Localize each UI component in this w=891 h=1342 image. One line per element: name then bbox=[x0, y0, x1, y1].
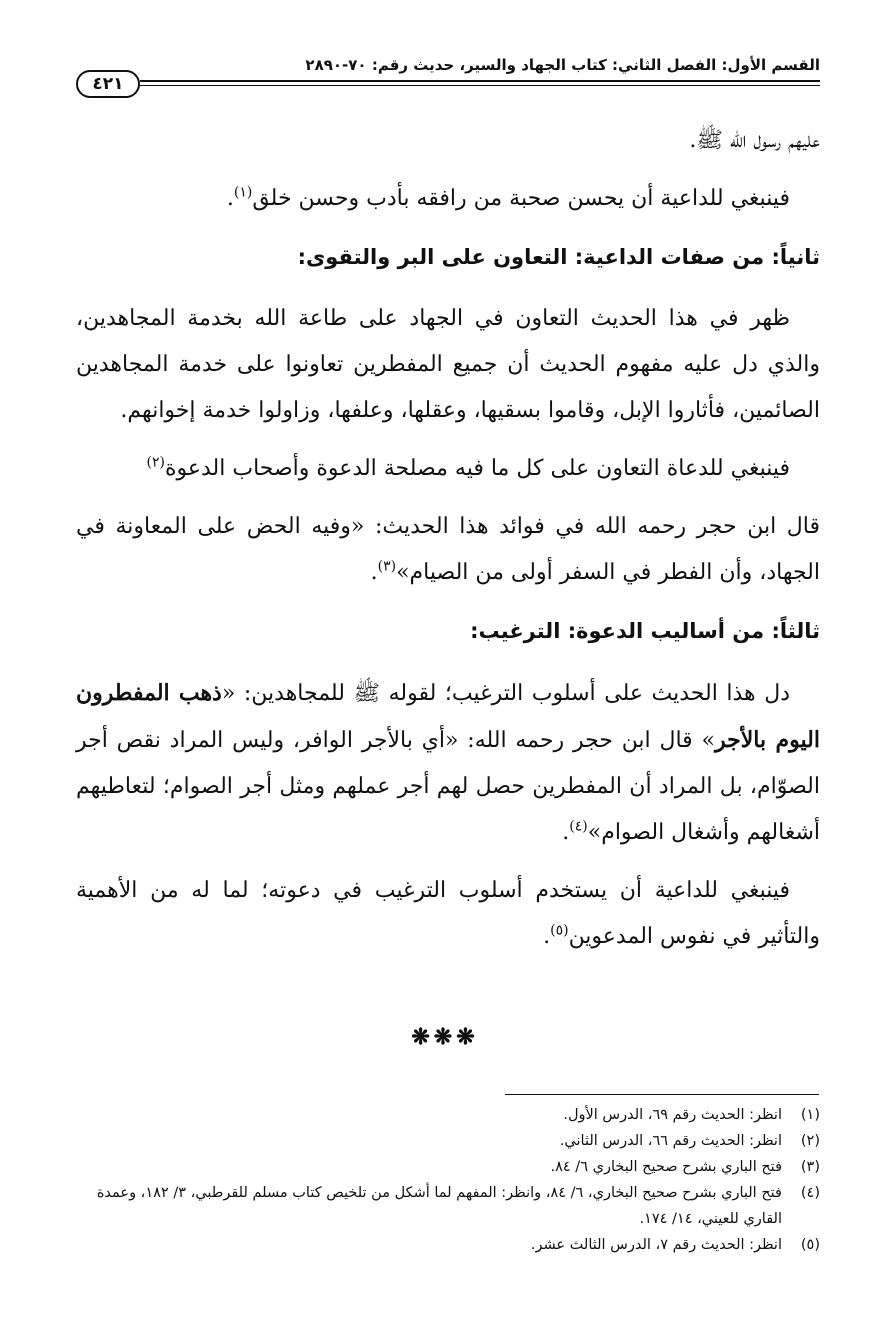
footnote-3 bbox=[76, 1154, 820, 1180]
footnote-4 bbox=[76, 1180, 820, 1232]
running-header bbox=[76, 56, 820, 96]
footnote-number: (٣) bbox=[800, 1159, 820, 1175]
section-heading-3: ثالثاً: من أساليب الدعوة: الترغيب: bbox=[470, 619, 820, 643]
footnote-text: انظر: الحديث رقم ٧، الدرس الثالث عشر. bbox=[530, 1237, 782, 1253]
paragraph-6-text-b: » قال ابن حجر رحمه الله: «أي بالأجر الوافر، وليس المراد نقص أجر الصوّام، بل المراد أن المفطرين حصل لهم أجر عملهم ومثل أجر الصوام؛ لتعاطيهم أشغالهم وأشغال الصوام» bbox=[76, 728, 820, 845]
main-text bbox=[76, 118, 820, 972]
hadith-quote: ذهب المفطرون اليوم بالأجر bbox=[76, 680, 820, 753]
paragraph-6 bbox=[76, 670, 820, 856]
page-number: ٤٢١ bbox=[76, 70, 140, 98]
footnote-number: (٥) bbox=[800, 1237, 820, 1253]
paragraph-5 bbox=[76, 504, 820, 596]
paragraph-7 bbox=[76, 868, 820, 960]
paragraph-2-end: . bbox=[226, 186, 234, 211]
header-rule-thin bbox=[140, 85, 820, 86]
paragraph-7-text: فينبغي للداعية أن يستخدم أسلوب الترغيب في دعوته؛ لما له من الأهمية والتأثير في نفوس المدعوين bbox=[76, 878, 820, 949]
paragraph-4 bbox=[76, 446, 820, 492]
paragraph-1-text: عليهم رسول الله ﷺ. bbox=[689, 128, 820, 153]
footnote-ref-4[interactable]: (٤) bbox=[569, 818, 588, 835]
footnote-number: (٢) bbox=[800, 1133, 820, 1149]
header-rule bbox=[140, 80, 820, 82]
footnotes bbox=[76, 1102, 820, 1258]
paragraph-4-text: فينبغي للدعاة التعاون على كل ما فيه مصلحة الدعوة وأصحاب الدعوة bbox=[164, 456, 790, 481]
footnote-text: انظر: الحديث رقم ٦٦، الدرس الثاني. bbox=[559, 1133, 782, 1149]
footnote-ref-2[interactable]: (٢) bbox=[146, 454, 165, 471]
paragraph-6-end: . bbox=[562, 820, 570, 845]
paragraph-3-text: ظهر في هذا الحديث التعاون في الجهاد على طاعة الله بخدمة المجاهدين، والذي دل عليه مفهوم الحديث أن جميع المفطرين تعاونوا على خدمة المجاهدين الصائمين، فأثاروا الإبل، وقاموا بسقيها، وعقلها، وعلفها، وزاولوا خدمة إخوانهم. bbox=[76, 306, 820, 423]
footnote-ref-1[interactable]: (١) bbox=[233, 184, 253, 201]
footnote-number: (٤) bbox=[800, 1185, 820, 1201]
footnote-text: فتح الباري بشرح صحيح البخاري، ٦/ ٨٤، وانظر: المفهم لما أشكل من تلخيص كتاب مسلم للقرطبي، ٣/ ١٨٢، وعمدة القاري للعيني، ١٤/ ١٧٤. bbox=[96, 1185, 782, 1227]
paragraph-6-text-a: دل هذا الحديث على أسلوب الترغيب؛ لقوله ﷺ للمجاهدين: « bbox=[221, 681, 790, 706]
footnote-rule bbox=[505, 1094, 819, 1095]
section-heading-2: ثانياً: من صفات الداعية: التعاون على البر والتقوى: bbox=[297, 245, 820, 269]
footnote-text: انظر: الحديث رقم ٦٩، الدرس الأول. bbox=[563, 1107, 782, 1123]
paragraph-1 bbox=[76, 118, 820, 164]
paragraph-5-end: . bbox=[370, 560, 378, 585]
footnote-1 bbox=[76, 1102, 820, 1128]
paragraph-3 bbox=[76, 296, 820, 434]
footnote-5 bbox=[76, 1232, 820, 1258]
paragraph-2 bbox=[76, 176, 820, 222]
footnote-text: فتح الباري بشرح صحيح البخاري ٦/ ٨٤. bbox=[550, 1159, 782, 1175]
header-title: القسم الأول: الفصل الثاني: كتاب الجهاد والسير، حديث رقم: ٧٠-٢٨٩٠ bbox=[305, 56, 820, 74]
footnote-number: (١) bbox=[800, 1107, 820, 1123]
paragraph-7-end: . bbox=[543, 924, 551, 949]
paragraph-5-text: قال ابن حجر رحمه الله في فوائد هذا الحديث: «وفيه الحض على المعاونة في الجهاد، وأن الفطر في السفر أولى من الصيام» bbox=[76, 514, 820, 585]
section-separator: ❋❋❋ bbox=[411, 1024, 479, 1050]
paragraph-2-text: فينبغي للداعية أن يحسن صحبة من رافقه بأدب وحسن خلق bbox=[252, 186, 790, 211]
footnote-ref-5[interactable]: (٥) bbox=[550, 922, 569, 939]
footnote-2 bbox=[76, 1128, 820, 1154]
footnote-ref-3[interactable]: (٣) bbox=[377, 558, 397, 575]
